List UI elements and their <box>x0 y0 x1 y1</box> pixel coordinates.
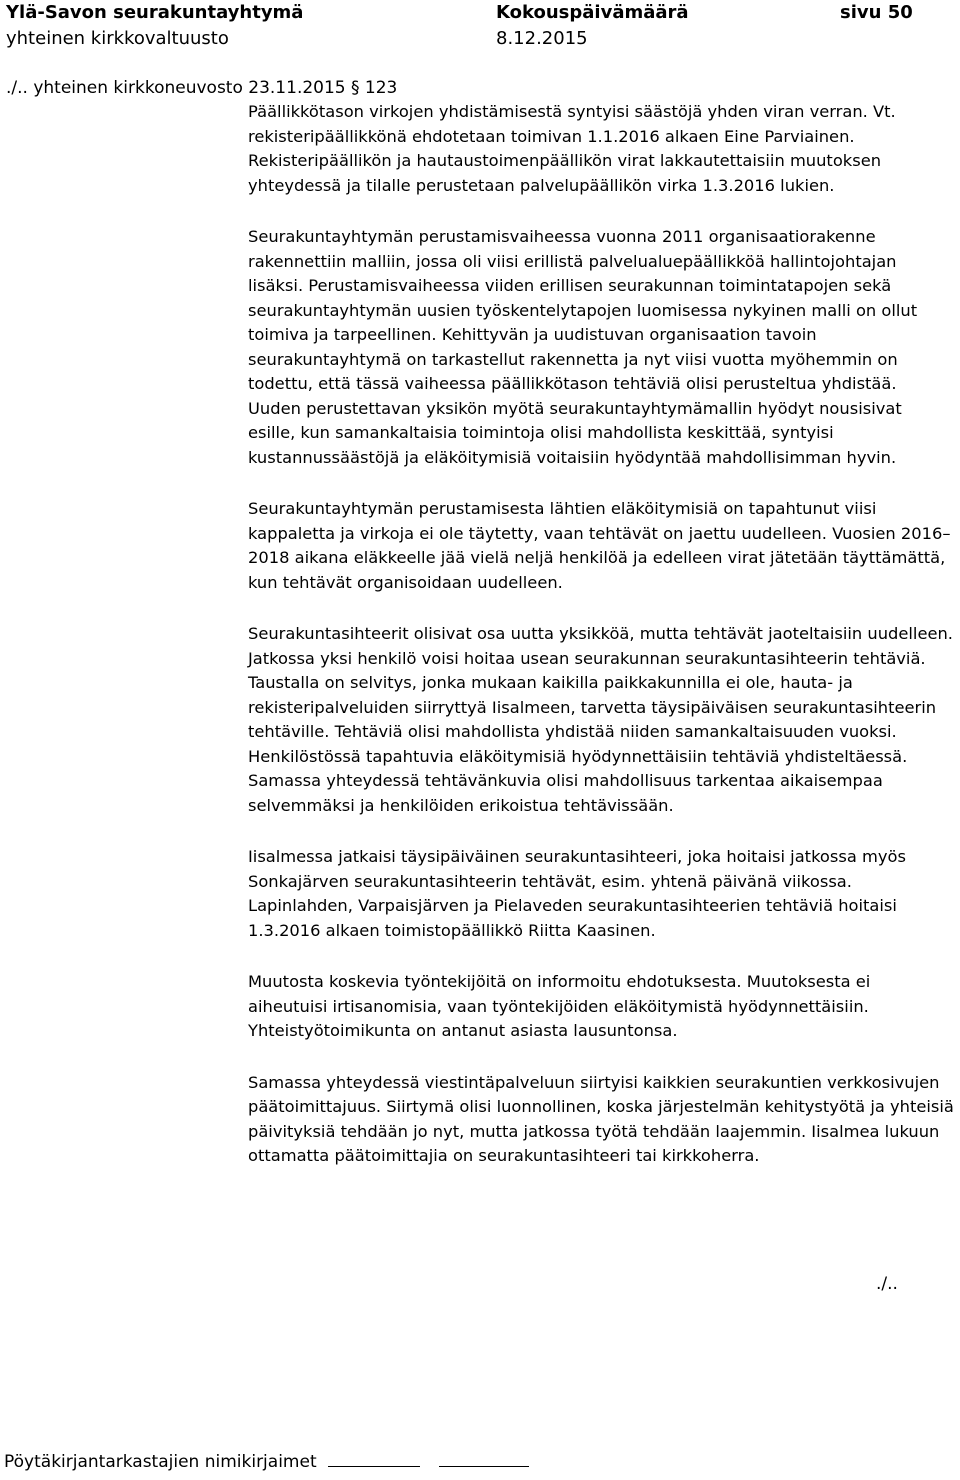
page-number: sivu 50 <box>840 2 913 23</box>
organization-name: Ylä-Savon seurakuntayhtymä <box>6 2 304 23</box>
signature-line-2 <box>439 1465 529 1467</box>
initials-label: Pöytäkirjantarkastajien nimikirjaimet <box>4 1452 317 1472</box>
signature-line-1 <box>328 1465 420 1467</box>
continuation-mark: ./.. <box>876 1274 898 1294</box>
continuation-reference: ./.. yhteinen kirkkoneuvosto 23.11.2015 § 123 <box>6 78 398 98</box>
meeting-date-label: Kokouspäivämäärä <box>496 2 689 23</box>
paragraph: Päällikkötason virkojen yhdistämisestä syntyisi säästöjä yhden viran verran. Vt. rekisteripäällikkönä ehdotetaan toimivan 1.1.2016 alkaen Eine Parviainen. Rekisteripäällikön ja hautaustoimenpäällikön virat lakkautettaisiin muutoksen yhteydessä ja tilalle perustetaan palvelupäällikön virka 1.3.2016 lukien. <box>248 102 896 195</box>
page-footer <box>4 1452 954 1472</box>
paragraph: Seurakuntayhtymän perustamisesta lähtien eläköitymisiä on tapahtunut viisi kappaletta ja virkoja ei ole täytetty, vaan tehtävät on jaettu uudelleen. Vuosien 2016–2018 aikana eläkkeelle jää vielä neljä henkilöä ja edelleen virat jätetään täyttämättä, kun tehtävät organisoidaan uudelleen. <box>248 499 951 592</box>
paragraph: Iisalmessa jatkaisi täysipäiväinen seurakuntasihteeri, joka hoitaisi jatkossa myös Sonkajärven seurakuntasihteerin tehtävät, esim. yhtenä päivänä viikossa. Lapinlahden, Varpaisjärven ja Pielaveden seurakuntasihteerien tehtäviä hoitaisi 1.3.2016 alkaen toimistopäällikkö Riitta Kaasinen. <box>248 847 906 940</box>
governing-body: yhteinen kirkkovaltuusto <box>6 28 229 49</box>
document-body <box>248 100 954 1196</box>
paragraph: Muutosta koskevia työntekijöitä on informoitu ehdotuksesta. Muutoksesta ei aiheutuisi irtisanomisia, vaan työntekijöiden eläköitymistä hyödynnettäisiin. Yhteistyötoimikunta on antanut asiasta lausuntonsa. <box>248 972 871 1040</box>
paragraph: Seurakuntasihteerit olisivat osa uutta yksikköä, mutta tehtävät jaoteltaisiin uudelleen. Jatkossa yksi henkilö voisi hoitaa usean seurakunnan seurakuntasihteerin tehtäviä. Taustalla on selvitys, jonka mukaan kaikilla paikkakunnilla ei ole, hauta- ja rekisteripalveluiden siirryttyä Iisalmeen, tarvetta täysipäiväisen seurakuntasihteerin tehtäville. Tehtäviä olisi mahdollista yhdistää niiden samankaltaisuuden vuoksi. Henkilöstössä tapahtuvia eläköitymisiä hyödynnettäisiin tehtäviä yhdisteltäessä. Samassa yhteydessä tehtävänkuvia olisi mahdollisuus tarkentaa aikaisempaa selvemmäksi ja henkilöiden erikoistua tehtävissään. <box>248 624 953 815</box>
document-header <box>0 0 960 60</box>
paragraph: Seurakuntayhtymän perustamisvaiheessa vuonna 2011 organisaatiorakenne rakennettiin malliin, jossa oli viisi erillistä palvelualuepäällikköä hallintojohtajan lisäksi. Perustamisvaiheessa viiden erillisen seurakunnan toimintatapojen sekä seurakuntayhtymän uusien työskentelytapojen luomisessa nykyinen malli on ollut toimiva ja tarpeellinen. Kehittyvän ja uudistuvan organisaation tavoin seurakuntayhtymä on tarkastellut rakennetta ja nyt viisi vuotta myöhemmin on todettu, että tässä vaiheessa päällikkötason tehtäviä olisi perusteltua yhdistää. Uuden perustettavan yksikön myötä seurakuntayhtymämallin hyödyt nousisivat esille, kun samankaltaisia toimintoja olisi mahdollista keskittää, syntyisi kustannussäästöjä ja eläköitymisiä voitaisiin hyödyntää mahdollisimman hyvin. <box>248 227 918 467</box>
meeting-date: 8.12.2015 <box>496 28 588 49</box>
paragraph: Samassa yhteydessä viestintäpalveluun siirtyisi kaikkien seurakuntien verkkosivujen päätoimittajuus. Siirtymä olisi luonnollinen, koska järjestelmän kehitystyötä ja yhteisiä päivityksiä tehdään jo nyt, mutta jatkossa työtä tehdään laajemmin. Iisalmea lukuun ottamatta päätoimittajia on seurakuntasihteeri tai kirkkoherra. <box>248 1072 954 1165</box>
